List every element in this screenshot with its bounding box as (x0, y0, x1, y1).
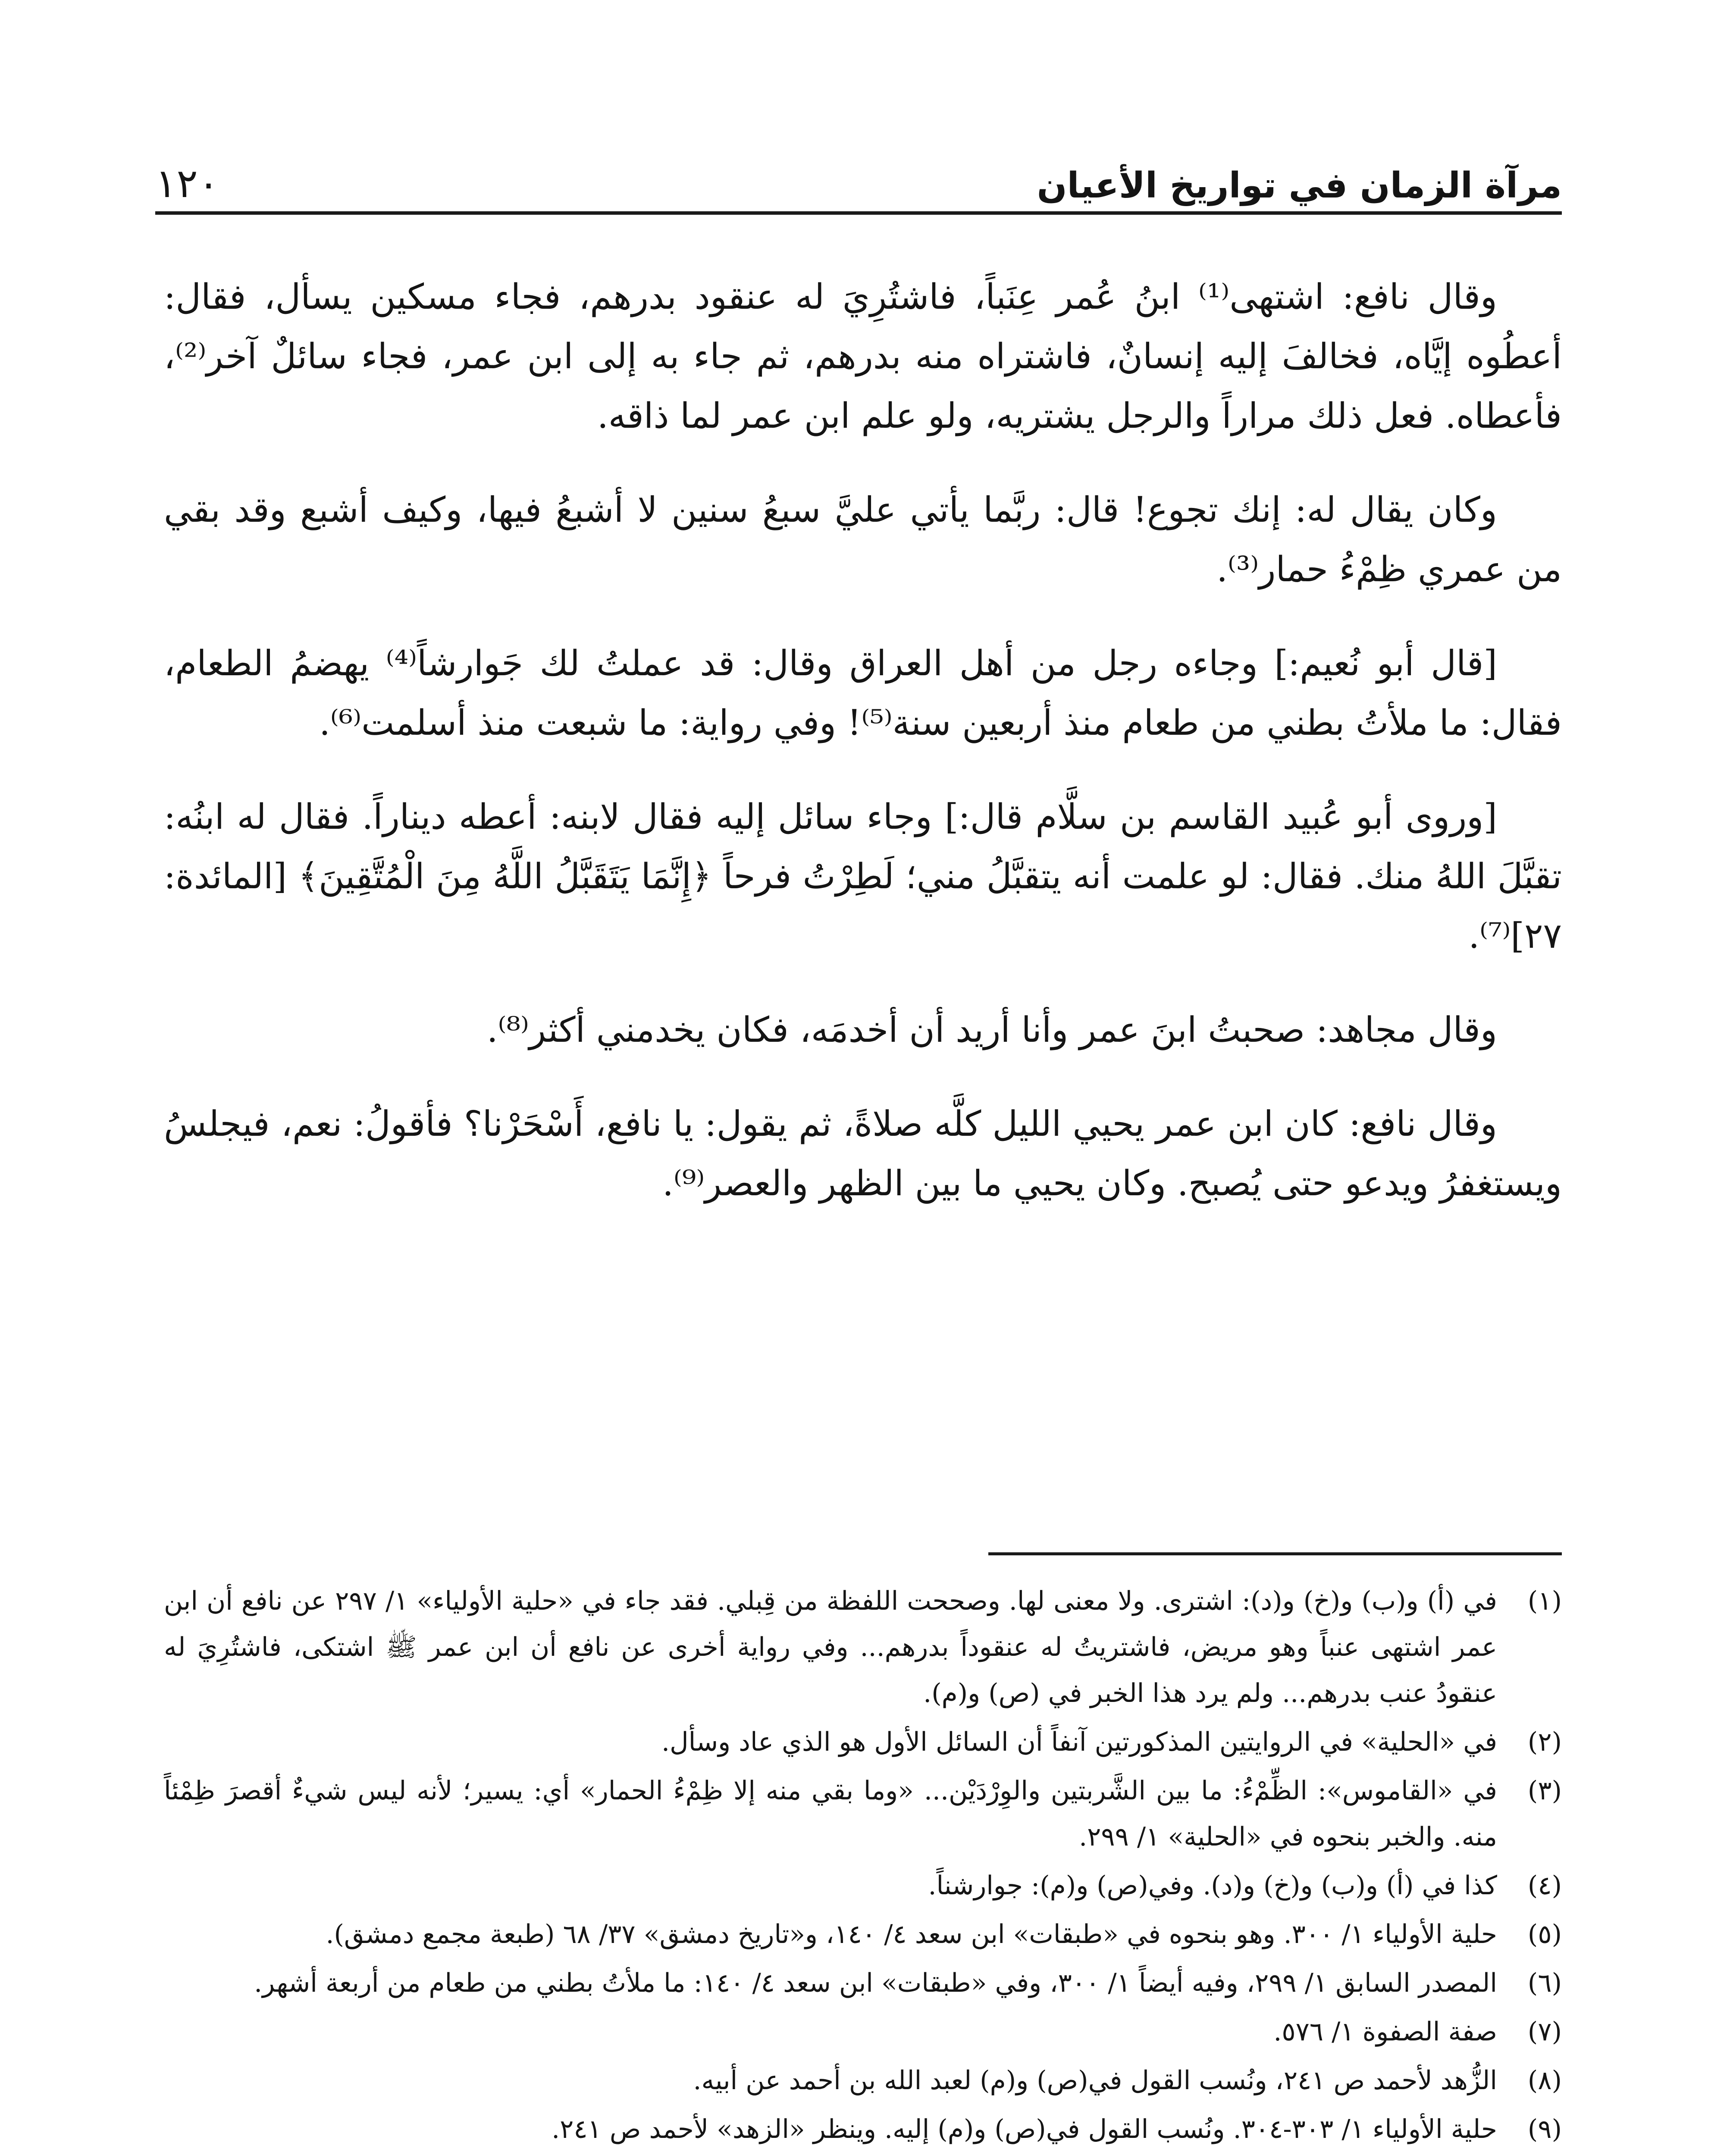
footnote (164, 1719, 1562, 1765)
footnote-number: (٥) (1527, 1919, 1562, 1949)
footnote (164, 1863, 1562, 1909)
footnote-text: المصدر السابق ١/ ٢٩٩، وفيه أيضاً ١/ ٣٠٠، وفي «طبقات» ابن سعد ٤/ ١٤٠: ما ملأتُ بطني من طعام من أربعة أشهر. (254, 1968, 1497, 1998)
footnote-text: صفة الصفوة ١/ ٥٧٦. (1273, 2017, 1497, 2047)
paragraph: وكان يقال له: إنك تجوع! قال: ربَّما يأتي عليَّ سبعُ سنين لا أشبعُ فيها، وكيف أشبع وقد بقي من عمري ظِمْءُ حمار⁽³⁾. (164, 490, 1562, 590)
footnote-text: كذا في (أ) و(ب) و(خ) و(د). وفي(ص) و(م): جوارشناً. (928, 1871, 1497, 1901)
footnote (164, 1912, 1562, 1958)
footnote-number: (٨) (1527, 2065, 1562, 2096)
paragraph: [قال أبو نُعيم:] وجاءه رجل من أهل العراق وقال: قد عملتُ لك جَوارشاً⁽⁴⁾ يهضمُ الطعام، فقال: ما ملأتُ بطني من طعام منذ أربعين سنة⁽⁵⁾! وفي رواية: ما شبعت منذ أسلمت⁽⁶⁾. (164, 643, 1562, 743)
footnote-text: حلية الأولياء ١/ ٣٠٣-٣٠٤. ونُسب القول في(ص) و(م) إليه. وينظر «الزهد» لأحمد ص ٢٤١. (552, 2114, 1497, 2144)
running-title: مرآة الزمان في تواريخ الأعيان (1037, 165, 1562, 206)
footnote-text: الزُّهد لأحمد ص ٢٤١، ونُسب القول في(ص) و(م) لعبد الله بن أحمد عن أبيه. (693, 2065, 1497, 2096)
footnote-text: حلية الأولياء ١/ ٣٠٠. وهو بنحوه في «طبقات» ابن سعد ٤/ ١٤٠، و«تاريخ دمشق» ٣٧/ ٦٨ (طبعة مجمع دمشق). (326, 1919, 1497, 1949)
footnote (164, 1578, 1562, 1717)
footnote-text: في «القاموس»: الظِّمْءُ: ما بين الشَّربتين والوِرْدَيْن... «وما بقي منه إلا ظِمْءُ الحمار» أي: يسير؛ لأنه ليس شيءٌ أقصرَ ظِمْئاً منه. والخبر بنحوه في «الحلية» ١/ ٢٩٩. (164, 1776, 1497, 1852)
paragraph: وقال نافع: اشتهى⁽¹⁾ ابنُ عُمر عِنَباً، فاشتُرِيَ له عنقود بدرهم، فجاء مسكين يسأل، فقال: أعطُوه إيَّاه، فخالفَ إليه إنسانٌ، فاشتراه منه بدرهم، ثم جاء به إلى ابن عمر، فجاء سائلٌ آخر⁽²⁾، فأعطاه. فعل ذلك مراراً والرجل يشتريه، ولو علم ابن عمر لما ذاقه. (164, 277, 1562, 436)
page-header (155, 129, 1562, 215)
footnote-number: (١) (1527, 1586, 1562, 1616)
footnote (164, 2106, 1562, 2153)
footnote-text: في «الحلية» في الروايتين المذكورتين آنفاً أن السائل الأول هو الذي عاد وسأل. (661, 1727, 1497, 1757)
footnote-number: (٢) (1527, 1727, 1562, 1757)
footnote-number: (٣) (1527, 1776, 1562, 1806)
page-number: ١٢٠ (155, 160, 219, 207)
main-text (164, 267, 1562, 1213)
footnote (164, 1768, 1562, 1860)
paragraph: وقال مجاهد: صحبتُ ابنَ عمر وأنا أريد أن أخدمَه، فكان يخدمني أكثر⁽⁸⁾. (486, 1010, 1497, 1050)
footnote-text: في (أ) و(ب) و(خ) و(د): اشترى. ولا معنى لها. وصححت اللفظة من قِبلي. فقد جاء في «حلية الأولياء» ١/ ٢٩٧ عن نافع أن ابن عمر اشتهى عنباً وهو مريض، فاشتريتُ له عنقوداً بدرهم... وفي رواية أخرى عن نافع أن ابن عمر ﷺ اشتكى، فاشتُرِيَ له عنقودُ عنب بدرهم... ولم يرد هذا الخبر في (ص) و(م). (164, 1586, 1497, 1708)
paragraph: [وروى أبو عُبيد القاسم بن سلَّام قال:] وجاء سائل إليه فقال لابنه: أعطه ديناراً. فقال له ابنُه: تقبَّلَ اللهُ منك. فقال: لو علمت أنه يتقبَّلُ مني؛ لَطِرْتُ فرحاً ﴿إِنَّمَا يَتَقَبَّلُ اللَّهُ مِنَ الْمُتَّقِينَ﴾ [المائدة: ٢٧]⁽⁷⁾. (164, 797, 1562, 956)
footnotes (164, 1578, 1562, 2155)
paragraph: وقال نافع: كان ابن عمر يحيي الليل كلَّه صلاةً، ثم يقول: يا نافع، أَسْحَرْنا؟ فأقولُ: نعم، فيجلسُ ويستغفرُ ويدعو حتى يُصبح. وكان يحيي ما بين الظهر والعصر⁽⁹⁾. (164, 1104, 1562, 1204)
footnote-number: (٧) (1527, 2017, 1562, 2047)
footnote-separator (988, 1552, 1562, 1555)
footnote (164, 2009, 1562, 2055)
footnote (164, 2058, 1562, 2104)
footnote-number: (٤) (1527, 1871, 1562, 1901)
footnote-number: (٦) (1527, 1968, 1562, 1998)
footnote-number: (٩) (1527, 2114, 1562, 2144)
footnote (164, 1960, 1562, 2006)
